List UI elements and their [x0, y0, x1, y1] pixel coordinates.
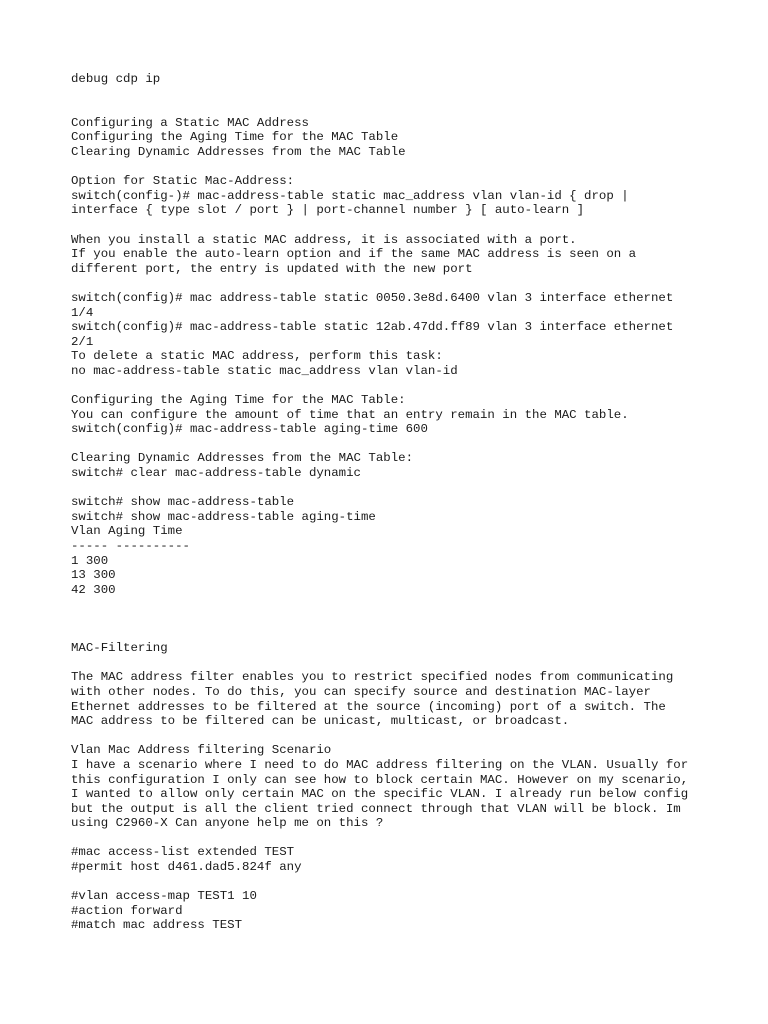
document-line: If you enable the auto-learn option and if the same MAC address is seen on a: [71, 247, 637, 262]
document-line: with other nodes. To do this, you can specify source and destination MAC-layer: [71, 684, 651, 699]
document-line: 1 300: [71, 553, 109, 568]
document-line: #mac access-list extended TEST: [71, 845, 295, 860]
document-line: [71, 729, 711, 744]
document-line: switch(config)# mac address-table static 0050.3e8d.6400 vlan 3 interface ethernet: [71, 290, 674, 305]
document-line: [71, 831, 711, 846]
document-line: I have a scenario where I need to do MAC address filtering on the VLAN. Usually for: [71, 757, 689, 772]
document-line: using C2960-X Can anyone help me on this ?: [71, 816, 384, 831]
document-line: different port, the entry is updated with the new port: [71, 261, 473, 276]
document-line: #action forward: [71, 903, 183, 918]
document-page: [71, 72, 711, 933]
document-line: switch# clear mac-address-table dynamic: [71, 466, 361, 481]
document-line: Ethernet addresses to be filtered at the source (incoming) port of a switch. The: [71, 699, 666, 714]
document-line: [71, 656, 711, 671]
document-line: #match mac address TEST: [71, 918, 243, 933]
document-line: [71, 160, 711, 175]
document-line: [71, 276, 711, 291]
document-line: no mac-address-table static mac_address vlan vlan-id: [71, 363, 458, 378]
document-line: [71, 875, 711, 890]
document-line: I wanted to allow only certain MAC on the specific VLAN. I already run below config: [71, 787, 689, 802]
document-line: debug cdp ip: [71, 72, 161, 86]
document-line: ----- ----------: [71, 539, 190, 553]
document-line: Configuring a Static MAC Address: [71, 115, 309, 130]
document-line: [71, 87, 711, 102]
document-line: #vlan access-map TEST1 10: [71, 889, 257, 904]
document-line: [71, 627, 711, 642]
document-line: MAC address to be filtered can be unicast, multicast, or broadcast.: [71, 714, 570, 729]
document-line: Vlan Aging Time: [71, 524, 183, 539]
document-line: Clearing Dynamic Addresses from the MAC Table: [71, 144, 406, 159]
document-line: switch# show mac-address-table aging-time: [71, 509, 376, 524]
document-line: interface { type slot / port } | port-channel number } [ auto-learn ]: [71, 203, 585, 218]
document-line: #permit host d461.dad5.824f any: [71, 860, 302, 875]
document-line: [71, 612, 711, 627]
document-line: Configuring the Aging Time for the MAC Table:: [71, 393, 406, 408]
document-line: 13 300: [71, 568, 116, 583]
document-line: [71, 437, 711, 452]
document-line: switch(config-)# mac-address-table static mac_address vlan vlan-id { drop |: [71, 188, 629, 203]
document-line: To delete a static MAC address, perform this task:: [71, 349, 443, 364]
document-line: [71, 218, 711, 233]
document-line: 1/4: [71, 305, 94, 320]
document-line: MAC-Filtering: [71, 641, 168, 656]
document-line: [71, 378, 711, 393]
document-line: switch(config)# mac-address-table static 12ab.47dd.ff89 vlan 3 interface ethernet: [71, 320, 674, 335]
document-line: Vlan Mac Address filtering Scenario: [71, 743, 332, 758]
document-line: switch# show mac-address-table: [71, 495, 295, 510]
document-line: [71, 597, 711, 612]
document-line: When you install a static MAC address, it is associated with a port.: [71, 232, 577, 247]
document-line: 2/1: [71, 334, 94, 349]
document-line: [71, 481, 711, 496]
document-line: this configuration I only can see how to block certain MAC. However on my scenario,: [71, 772, 689, 787]
document-line: [71, 101, 711, 116]
document-line: Clearing Dynamic Addresses from the MAC Table:: [71, 451, 414, 466]
document-line: Configuring the Aging Time for the MAC Table: [71, 130, 399, 145]
document-line: switch(config)# mac-address-table aging-time 600: [71, 422, 428, 437]
document-line: Option for Static Mac-Address:: [71, 174, 295, 189]
document-line: but the output is all the client tried connect through that VLAN will be block. Im: [71, 801, 681, 816]
document-line: The MAC address filter enables you to restrict specified nodes from communicating: [71, 670, 674, 685]
document-line: You can configure the amount of time that an entry remain in the MAC table.: [71, 407, 629, 422]
document-line: 42 300: [71, 582, 116, 597]
